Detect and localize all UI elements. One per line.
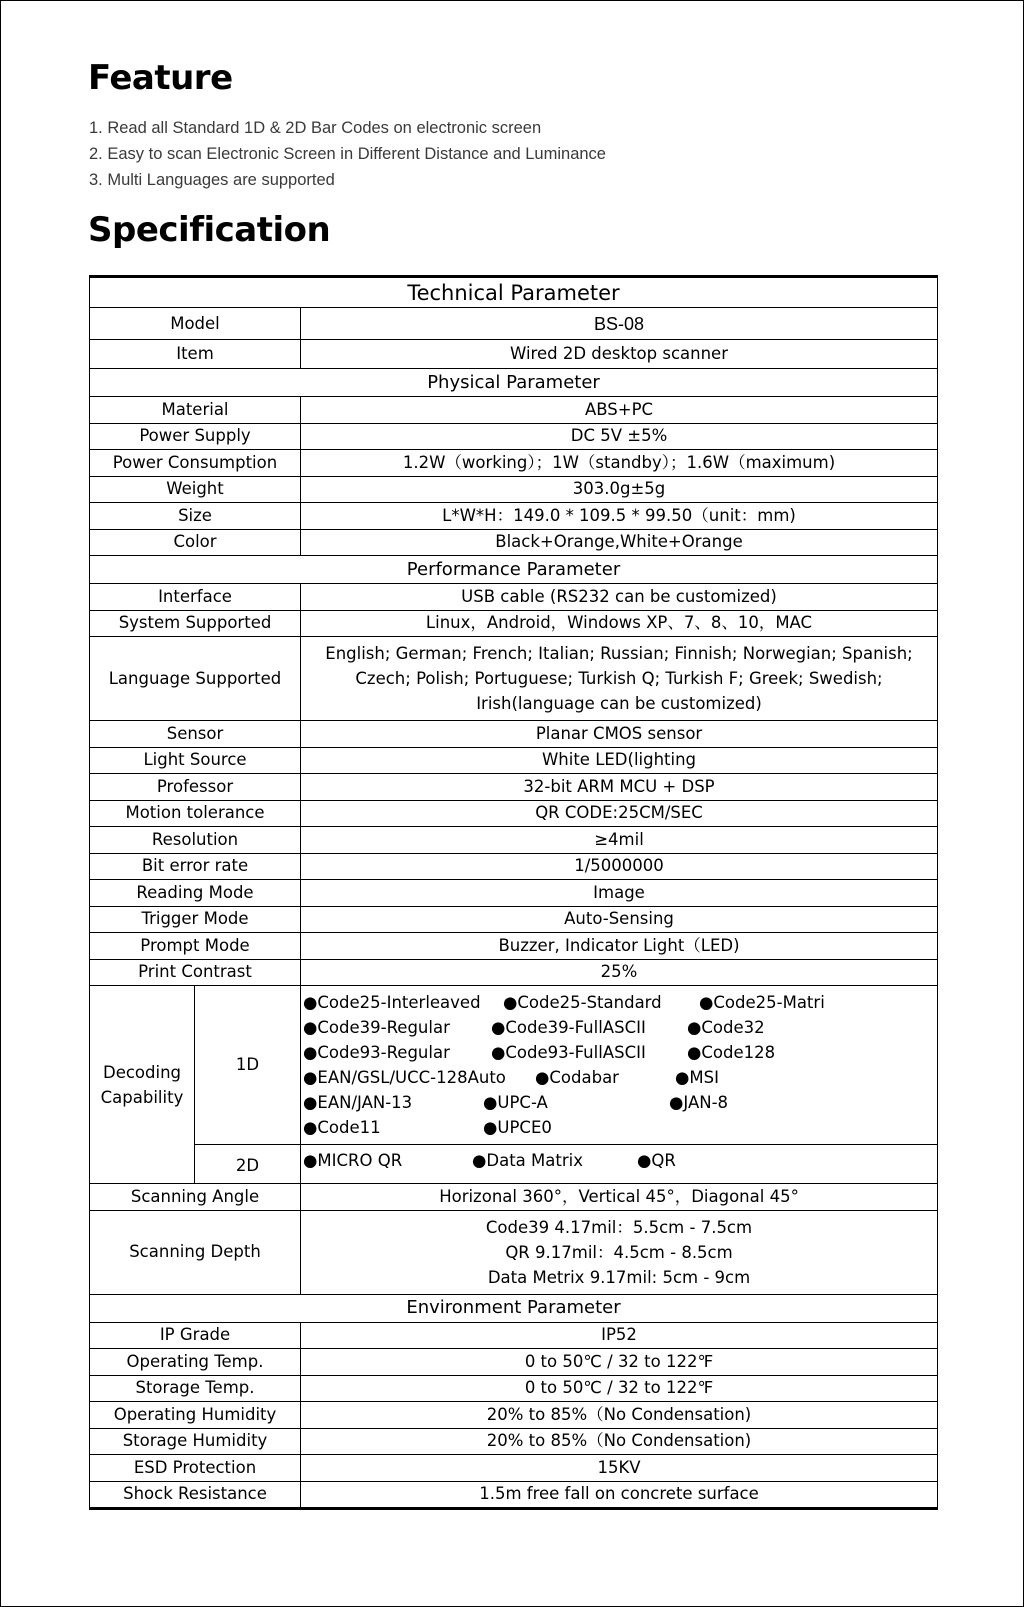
table-row — [90, 1210, 938, 1294]
code-row — [303, 990, 937, 1015]
table-row — [90, 933, 938, 960]
table-row — [90, 503, 938, 530]
specification-heading: Specification — [88, 210, 331, 250]
row-value: ≥4mil — [301, 827, 938, 854]
row-label: Resolution — [90, 827, 301, 854]
row-value: Wired 2D desktop scanner — [301, 340, 938, 369]
row-value: 0 to 50℃ / 32 to 122℉ — [301, 1375, 938, 1402]
table-row — [90, 397, 938, 424]
section-row-performance — [90, 556, 938, 584]
code-item: ●Codabar — [535, 1068, 619, 1087]
table-row — [90, 308, 938, 340]
code-item: ●Code93-FullASCII — [491, 1043, 646, 1062]
section-header-performance: Performance Parameter — [90, 556, 938, 584]
row-value-languages — [301, 637, 938, 721]
table-row — [90, 721, 938, 748]
row-value: 20% to 85%（No Condensation) — [301, 1402, 938, 1429]
row-value: ABS+PC — [301, 397, 938, 424]
table-row — [90, 1322, 938, 1349]
row-label: System Supported — [90, 610, 301, 637]
row-value: Auto-Sensing — [301, 906, 938, 933]
row-label: Prompt Mode — [90, 933, 301, 960]
code-item: ●EAN/JAN-13 — [303, 1093, 413, 1112]
language-line: Irish(language can be customized) — [476, 694, 762, 713]
row-label: Power Consumption — [90, 450, 301, 477]
table-row — [90, 1349, 938, 1376]
row-label: Language Supported — [90, 637, 301, 721]
table-row — [90, 1428, 938, 1455]
code-item: ●MICRO QR — [303, 1151, 403, 1170]
section-header-physical: Physical Parameter — [90, 369, 938, 397]
row-value: Planar CMOS sensor — [301, 721, 938, 748]
table-row — [90, 1455, 938, 1482]
table-row — [90, 906, 938, 933]
table-row — [90, 1402, 938, 1429]
table-row — [90, 1481, 938, 1509]
row-value: Buzzer, Indicator Light（LED) — [301, 933, 938, 960]
section-header-environment: Environment Parameter — [90, 1294, 938, 1322]
decoding-2d-label: 2D — [195, 1145, 301, 1184]
table-row — [90, 880, 938, 907]
row-label: Operating Humidity — [90, 1402, 301, 1429]
row-label: Model — [90, 308, 301, 340]
row-label: Scanning Depth — [90, 1210, 301, 1294]
row-label: Reading Mode — [90, 880, 301, 907]
table-row — [90, 450, 938, 477]
row-label: Material — [90, 397, 301, 424]
code-item: ●QR — [637, 1151, 676, 1170]
code-item: ●Code25-Interleaved — [303, 993, 481, 1012]
scan-depth-line: Code39 4.17mil：5.5cm - 7.5cm — [485, 1217, 753, 1237]
decoding-capability-label — [90, 986, 195, 1184]
row-label: Scanning Angle — [90, 1184, 301, 1211]
table-row — [90, 800, 938, 827]
table-row — [90, 610, 938, 637]
row-label: Shock Resistance — [90, 1481, 301, 1509]
row-label: Power Supply — [90, 423, 301, 450]
decoding-1d-codes — [301, 986, 938, 1145]
row-label: Operating Temp. — [90, 1349, 301, 1376]
row-value: Black+Orange,White+Orange — [301, 529, 938, 556]
row-label: IP Grade — [90, 1322, 301, 1349]
decoding-label-line: Capability — [100, 1087, 184, 1107]
table-row — [90, 584, 938, 611]
code-item: ●Code32 — [687, 1018, 765, 1037]
decoding-label-line: Decoding — [102, 1062, 181, 1082]
table-row — [90, 423, 938, 450]
code-item: ●Code25-Standard — [503, 993, 662, 1012]
row-value: 303.0g±5g — [301, 476, 938, 503]
table-row — [90, 637, 938, 721]
row-label: Storage Humidity — [90, 1428, 301, 1455]
table-row — [90, 827, 938, 854]
section-row-physical — [90, 369, 938, 397]
row-label: Professor — [90, 774, 301, 801]
row-value: Horizonal 360°，Vertical 45°，Diagonal 45° — [301, 1184, 938, 1211]
row-value-scan-depth — [301, 1210, 938, 1294]
table-row — [90, 747, 938, 774]
row-value: 25% — [301, 959, 938, 986]
code-item: ●MSI — [675, 1068, 719, 1087]
row-value: L*W*H：149.0 * 109.5 * 99.50（unit：mm) — [301, 503, 938, 530]
row-label: Interface — [90, 584, 301, 611]
row-value: Image — [301, 880, 938, 907]
row-label: Item — [90, 340, 301, 369]
code-item: ●UPC-A — [483, 1093, 548, 1112]
row-value: 1.2W（working）；1W（standby）；1.6W（maximum) — [301, 450, 938, 477]
row-label: Size — [90, 503, 301, 530]
feature-item: 1. Read all Standard 1D & 2D Bar Codes on electronic screen — [89, 119, 542, 137]
row-value: QR CODE:25CM/SEC — [301, 800, 938, 827]
feature-item: 2. Easy to scan Electronic Screen in Different Distance and Luminance — [89, 145, 606, 163]
section-row-environment — [90, 1294, 938, 1322]
row-value: 20% to 85%（No Condensation) — [301, 1428, 938, 1455]
code-item: ●Data Matrix — [472, 1151, 583, 1170]
decoding-1d-label: 1D — [195, 986, 301, 1145]
row-value: Linux，Android，Windows XP、7、8、10，MAC — [301, 610, 938, 637]
row-value: 15KV — [301, 1455, 938, 1482]
code-item: ●UPCE0 — [483, 1118, 552, 1137]
code-row — [303, 1015, 937, 1040]
decoding-2d-codes — [301, 1145, 938, 1184]
code-item: ●JAN-8 — [669, 1093, 729, 1112]
table-row — [90, 774, 938, 801]
scan-depth-line: Data Metrix 9.17mil: 5cm - 9cm — [487, 1267, 751, 1287]
row-value: BS-08 — [301, 308, 938, 340]
row-label: ESD Protection — [90, 1455, 301, 1482]
row-label: Trigger Mode — [90, 906, 301, 933]
section-header-technical: Technical Parameter — [90, 277, 938, 308]
row-label: Sensor — [90, 721, 301, 748]
row-label: Weight — [90, 476, 301, 503]
table-row — [90, 853, 938, 880]
language-line: English; German; French; Italian; Russian; Finnish; Norwegian; Spanish; — [325, 644, 913, 663]
row-label: Bit error rate — [90, 853, 301, 880]
code-row — [303, 1040, 937, 1065]
row-label: Print Contrast — [90, 959, 301, 986]
feature-list — [89, 115, 606, 193]
row-value: 1.5m free fall on concrete surface — [301, 1481, 938, 1509]
code-item: ●Code11 — [303, 1118, 381, 1137]
table-row-decoding-1d — [90, 986, 938, 1145]
row-value: White LED(lighting — [301, 747, 938, 774]
table-row — [90, 959, 938, 986]
feature-heading: Feature — [88, 58, 233, 98]
row-value: USB cable (RS232 can be customized) — [301, 584, 938, 611]
code-row — [303, 1090, 937, 1115]
code-item: ●Code128 — [687, 1043, 776, 1062]
row-label: Color — [90, 529, 301, 556]
language-line: Czech; Polish; Portuguese; Turkish Q; Turkish F; Greek; Swedish; — [355, 669, 883, 688]
row-label: Storage Temp. — [90, 1375, 301, 1402]
specification-table — [89, 275, 938, 1510]
table-row-decoding-2d — [90, 1145, 938, 1184]
section-row-technical — [90, 277, 938, 308]
code-row — [303, 1115, 937, 1140]
code-item: ●Code39-Regular — [303, 1018, 450, 1037]
row-value: 1/5000000 — [301, 853, 938, 880]
code-item: ●EAN/GSL/UCC-128Auto — [303, 1068, 506, 1087]
code-item: ●Code25-Matri — [699, 993, 825, 1012]
row-value: IP52 — [301, 1322, 938, 1349]
code-row — [303, 1065, 937, 1090]
row-label: Light Source — [90, 747, 301, 774]
table-row — [90, 1184, 938, 1211]
table-row — [90, 476, 938, 503]
row-label: Motion tolerance — [90, 800, 301, 827]
code-item: ●Code93-Regular — [303, 1043, 450, 1062]
row-value: DC 5V ±5% — [301, 423, 938, 450]
table-row — [90, 1375, 938, 1402]
row-value: 32-bit ARM MCU + DSP — [301, 774, 938, 801]
row-value: 0 to 50℃ / 32 to 122℉ — [301, 1349, 938, 1376]
table-row — [90, 340, 938, 369]
feature-item: 3. Multi Languages are supported — [89, 171, 335, 189]
scan-depth-line: QR 9.17mil：4.5cm - 8.5cm — [505, 1242, 733, 1262]
code-item: ●Code39-FullASCII — [491, 1018, 646, 1037]
table-row — [90, 529, 938, 556]
